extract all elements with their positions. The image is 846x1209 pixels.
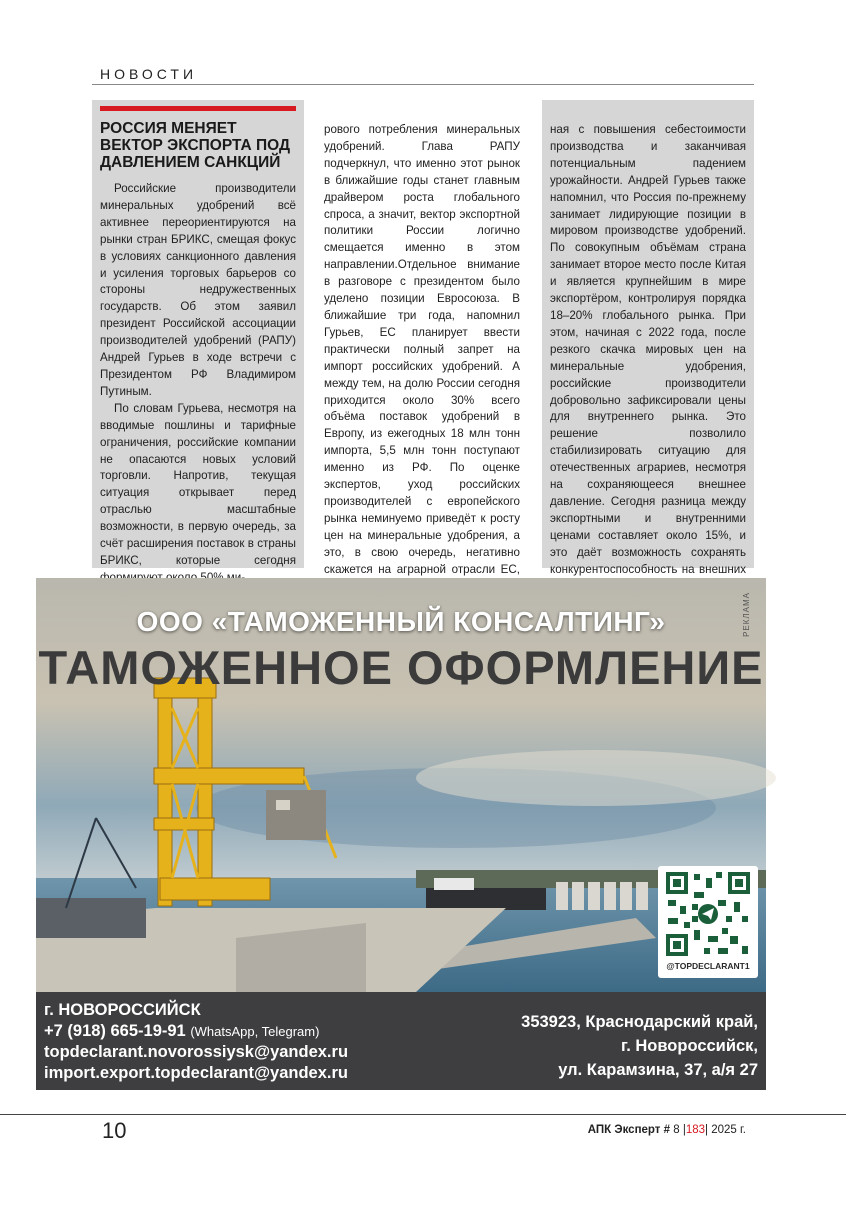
qr-code[interactable]	[658, 866, 758, 978]
magazine-separator: |	[682, 1124, 686, 1136]
article-headline: РОССИЯ МЕНЯЕТ ВЕКТОР ЭКСПОРТА ПОД ДАВЛЕНИЕМ САНКЦИЙ	[100, 120, 290, 171]
qr-handle: @TOPDECLARANT1	[666, 961, 750, 971]
header-divider	[92, 84, 754, 85]
ad-email-2[interactable]: import.export.topdeclarant@yandex.ru	[44, 1064, 348, 1082]
article-paragraph: По словам Гурьева, несмотря на вводимые пошлины и тарифные ограничения, российские компании не опасаются новых условий торговли. Напротив, текущая ситуация открывает перед отраслью масштабные возможности, в первую очередь, за счёт расширения поставок в страны БРИКС, которые сегодня	[100, 401, 296, 567]
ad-address	[521, 1010, 758, 1082]
ad-email-1[interactable]: topdeclarant.novorossiysk@yandex.ru	[44, 1043, 349, 1061]
article-paragraph: ная с повышения себестоимости производства и заканчивая потенциальным падением урожайности. Андрей Гурьев также напомнил, что Россия по-прежнему занимает лидирующие позиции в мировом производстве удобрений. По совокупным объёмам страна занимает второе место после Китая и является крупнейшим в мире экспортёром, контролируя порядка 18–20% глобального рынка. При этом, начиная с 2022 года, после резкого скачка мировых цен на минеральные удобрения, российские производители добровольно зафиксировали цены для внутреннего рынка. Это решение позволило стабилизировать ситуацию для отечественных аграриев, несмотря на сохраняющееся внешнее давление. Сегодня разница между экспортными и внутренними ценами составляет около 15%, и это даёт возможность сохранять конкурентоспособность на внешних	[550, 123, 746, 576]
section-label: НОВОСТИ	[100, 66, 198, 82]
magazine-issue	[588, 1124, 746, 1136]
ad-address-line: 353923, Краснодарский край,	[521, 1013, 758, 1031]
qr-code-icon	[664, 870, 752, 958]
ad-address-line: ул. Карамзина, 37, а/я 27	[558, 1061, 758, 1079]
magazine-separator: |	[705, 1124, 709, 1136]
ad-phone-line	[44, 1021, 348, 1042]
article-column-2	[316, 122, 528, 576]
article-column-3	[542, 100, 754, 576]
magazine-year: 2025 г.	[711, 1124, 746, 1136]
ad-company-name: ООО «ТАМОЖЕННЫЙ КОНСАЛТИНГ»	[136, 606, 666, 637]
ad-phone[interactable]: +7 (918) 665-19-91	[44, 1022, 186, 1040]
headline-accent-bar	[100, 106, 296, 111]
magazine-number: 8	[673, 1124, 680, 1136]
magazine-name: АПК Эксперт #	[587, 1124, 671, 1136]
article-paragraph: Российские производители минеральных удобрений всё активнее переориентируются на рынки стран БРИКС, смещая фокус в условиях санкционного давления и усиления торговых барьеров со стороны недружественных государств. Об этом заявил президент Российской ассоциации производителей удобрений (РАПУ) Андрей Гурьев в ходе встречи с Президентом РФ Владимиром Путиным.	[100, 182, 296, 398]
ad-contacts	[44, 1000, 348, 1084]
page-number: 10	[102, 1118, 127, 1143]
ad-city: г. НОВОРОССИЙСК	[44, 1001, 201, 1019]
ad-phone-note: (WhatsApp, Telegram)	[190, 1024, 320, 1039]
advertisement	[36, 578, 766, 1090]
footer-divider	[0, 1114, 846, 1115]
ad-address-line: г. Новороссийск,	[621, 1037, 758, 1055]
ad-reklama-label: РЕКЛАМА	[742, 592, 751, 637]
ad-contact-bar	[36, 992, 766, 1090]
ad-service-title: ТАМОЖЕННОЕ ОФОРМЛЕНИЕ	[38, 641, 764, 694]
article-column-1	[92, 100, 304, 568]
article-paragraph: рового потребления минеральных удобрений. Глава РАПУ подчеркнул, что именно этот рынок в ближайшие годы станет главным драйвером роста глобального спроса, а значит, вектор экспортной политики России логично смещается именно в этом направлении.Отдельное внимание в разговоре с президентом было уделено позиции Евросоюза. В ближайшие три года, напомнил Гурьев, ЕС планирует ввести практически полный запрет на импорт российских удобрений. А между тем, на долю России сегодня приходится около 30% всего объёма поставок удобрений в Европу, из ежегодных 18 млн тонн импорта, 5,5 млн тонн поступают именно из РФ. По оценке экспертов, уход российских производителей с европейского рынка неминуемо приведёт к росту цен на минеральные удобрения, а это, в свою очередь, негативно скажется на аграрной отрасли ЕС,	[324, 123, 520, 576]
magazine-issue-number: 183	[685, 1124, 706, 1136]
